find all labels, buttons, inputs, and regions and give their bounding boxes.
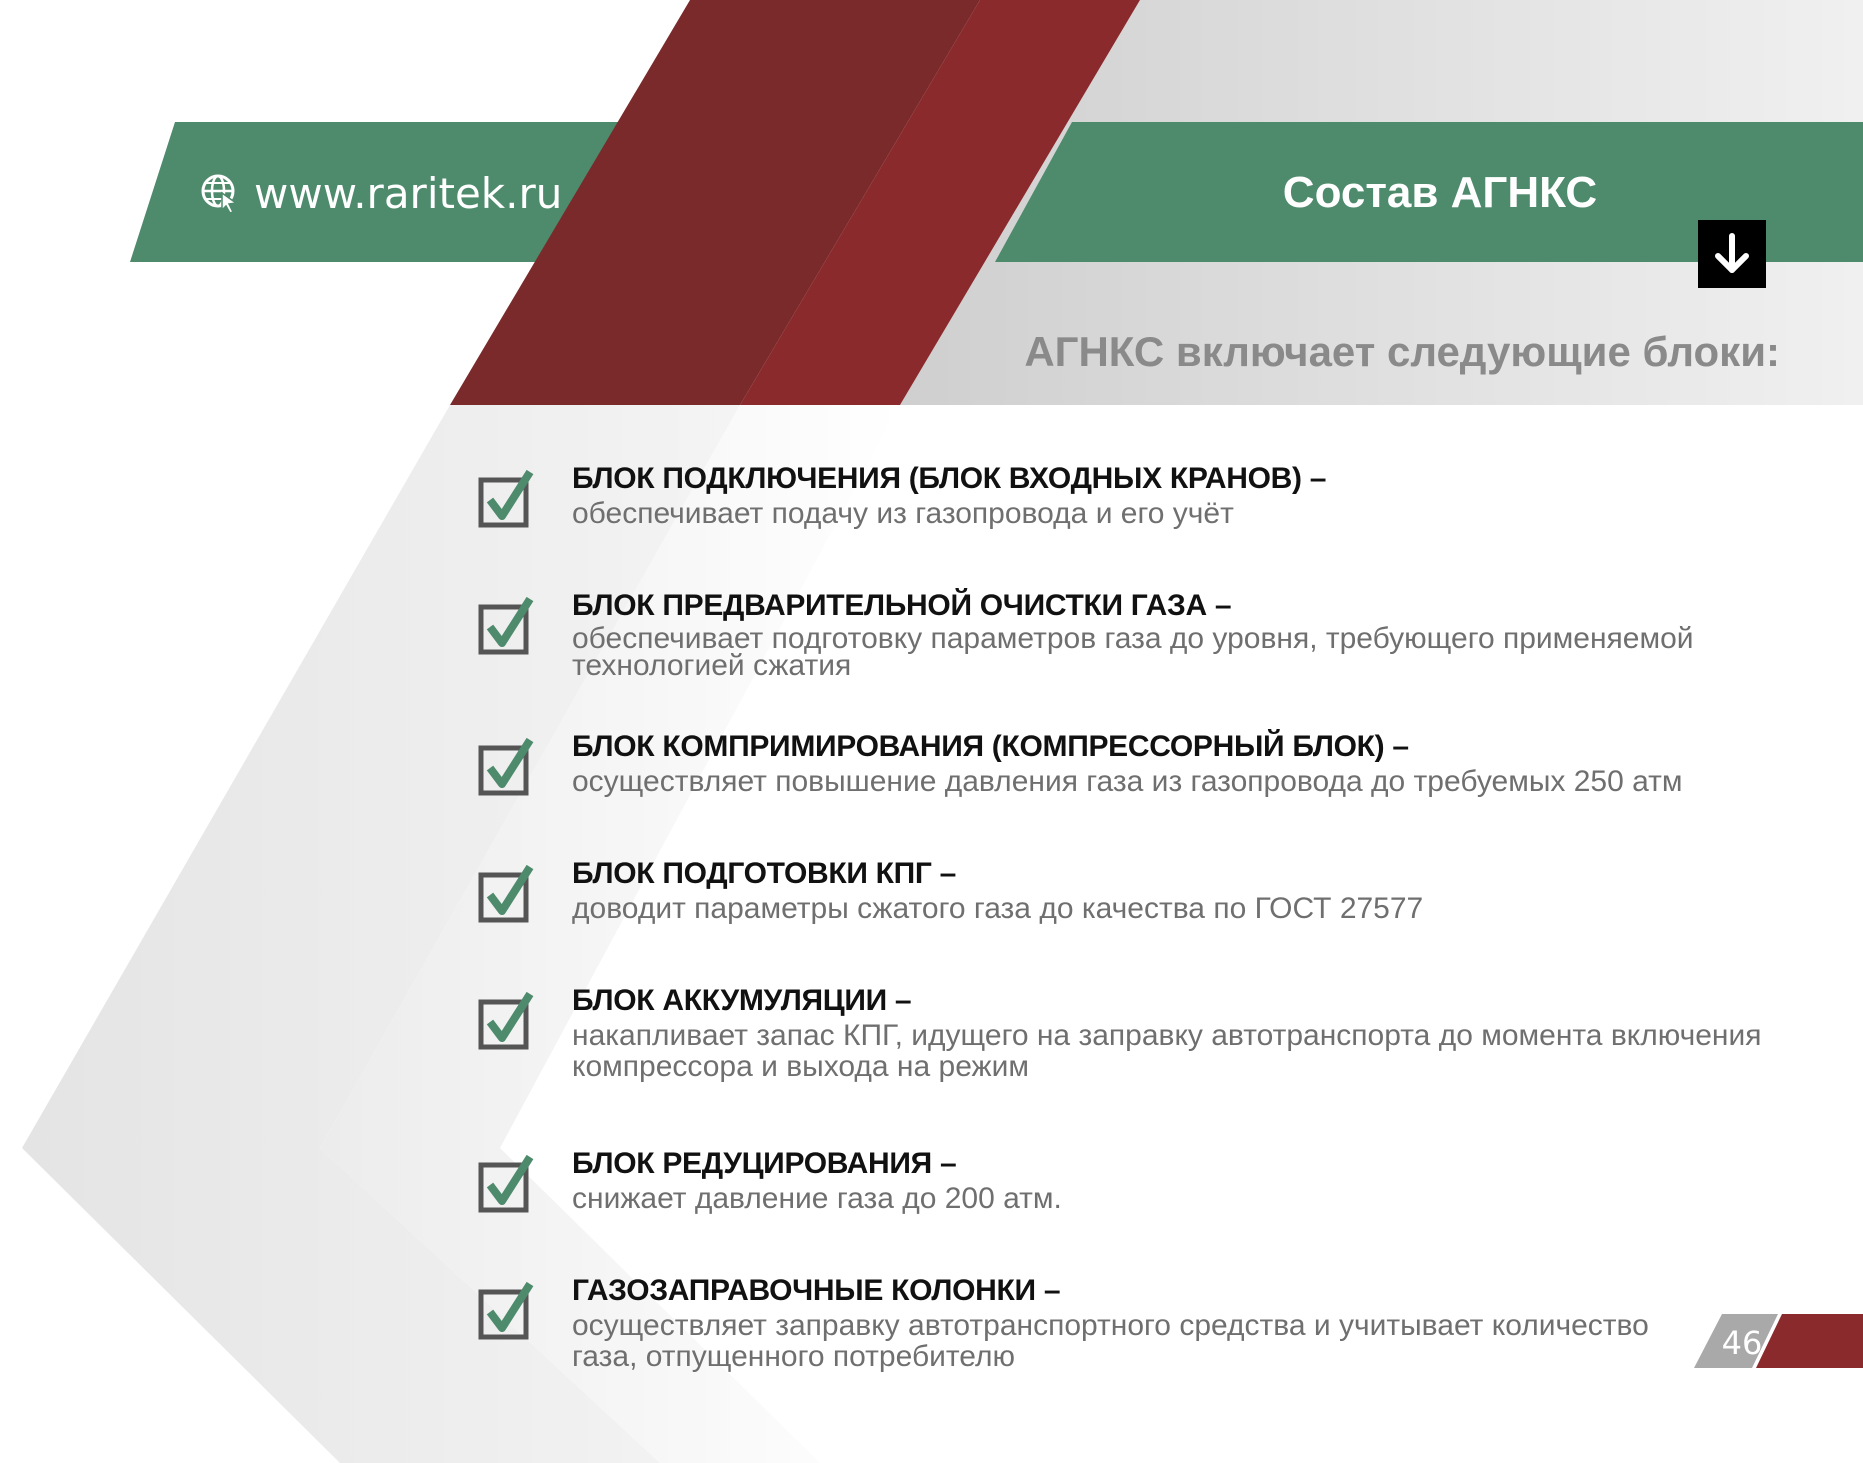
checkbox-checked-icon (478, 1280, 536, 1340)
checkbox-checked-icon (478, 1153, 536, 1213)
item-title: БЛОК ПОДКЛЮЧЕНИЯ (БЛОК ВХОДНЫХ КРАНОВ) – (572, 462, 1327, 495)
item-description: обеспечивает подачу из газопровода и его учёт (572, 497, 1234, 530)
page-number: 46 (1721, 1324, 1763, 1362)
arrow-down-icon (1710, 232, 1754, 276)
checkbox-checked-icon (478, 863, 536, 923)
item-title: БЛОК РЕДУЦИРОВАНИЯ – (572, 1147, 957, 1180)
item-title: БЛОК АККУМУЛЯЦИИ – (572, 984, 912, 1017)
section-subtitle: АГНКС включает следующие блоки: (1024, 328, 1780, 375)
checkbox-checked-icon (478, 736, 536, 796)
scroll-down-button[interactable] (1698, 220, 1766, 288)
item-description: снижает давление газа до 200 атм. (572, 1182, 1062, 1215)
item-description: доводит параметры сжатого газа до качества по ГОСТ 27577 (572, 892, 1424, 925)
checkbox-checked-icon (478, 990, 536, 1050)
item-description: осуществляет заправку автотранспортного средства и учитывает количество газа, отпущенного потребителю (572, 1309, 1649, 1373)
website-link[interactable] (200, 162, 562, 224)
checkbox-checked-icon (478, 468, 536, 528)
website-text: www.raritek.ru (254, 168, 563, 218)
item-title: БЛОК КОМПРИМИРОВАНИЯ (КОМПРЕССОРНЫЙ БЛОК) – (572, 730, 1409, 763)
item-description: обеспечивает подготовку параметров газа до уровня, требующего применяемой технологией сжатия (572, 622, 1694, 682)
globe-cursor-icon (200, 173, 240, 213)
checkbox-checked-icon (478, 595, 536, 655)
item-title: ГАЗОЗАПРАВОЧНЫЕ КОЛОНКИ – (572, 1274, 1061, 1307)
item-title: БЛОК ПОДГОТОВКИ КПГ – (572, 857, 957, 890)
item-title: БЛОК ПРЕДВАРИТЕЛЬНОЙ ОЧИСТКИ ГАЗА – (572, 589, 1232, 622)
page-title: Состав АГНКС (1282, 168, 1598, 217)
item-description: накапливает запас КПГ, идущего на заправку автотранспорта до момента включения компрессора и выхода на режим (572, 1019, 1762, 1083)
item-description: осуществляет повышение давления газа из газопровода до требуемых 250 атм (572, 765, 1683, 798)
